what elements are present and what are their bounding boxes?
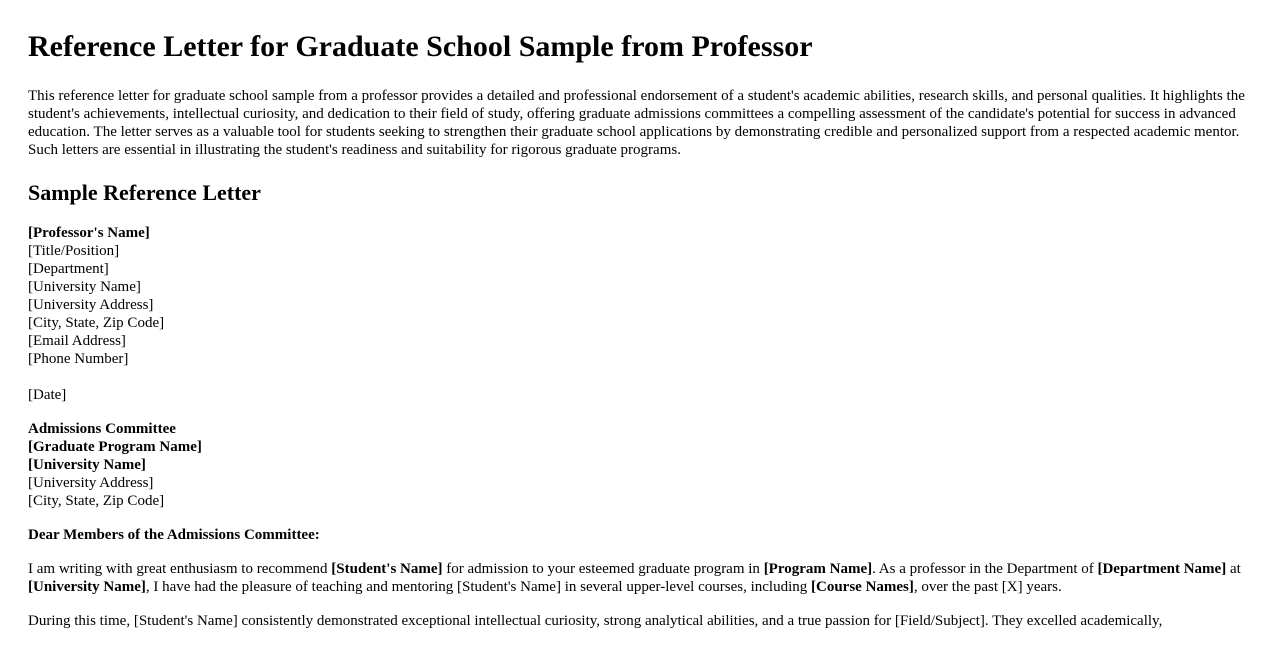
recipient-university: [University Name] — [28, 457, 146, 473]
p1-text-2: for admission to your esteemed graduate program in — [442, 561, 764, 577]
intro-paragraph: This reference letter for graduate school sample from a professor provides a detailed and professional endorsement of a student's academic abilities, research skills, and personal qualities. It highlights the student's achievements, intellectual curiosity, and dedication to their field of study, offering graduate admissions committees a compelling assessment of the candidate's potential for success in advanced education. The letter serves as a valuable tool for students seeking to strengthen their graduate school applications by demonstrating credible and personalized support from a respected academic mentor. Such letters are essential in illustrating the student's readiness and suitability for rigorous graduate programs. — [28, 88, 1245, 158]
document-page — [28, 0, 1250, 630]
recipient-program: [Graduate Program Name] — [28, 439, 202, 455]
page-title: Reference Letter for Graduate School Sample from Professor — [28, 30, 813, 63]
p1-text-1: I am writing with great enthusiasm to recommend — [28, 561, 332, 577]
sender-university: [University Name] — [28, 279, 141, 295]
sender-phone: [Phone Number] — [28, 351, 129, 367]
p1-university-name: [University Name] — [28, 579, 146, 595]
p1-course-names: [Course Names] — [811, 579, 914, 595]
letter-date: [Date] — [28, 387, 67, 403]
p1-student-name: [Student's Name] — [331, 561, 443, 577]
body-paragraph-1 — [28, 560, 1250, 596]
section-heading: Sample Reference Letter — [28, 180, 261, 205]
p1-program-name: [Program Name] — [763, 561, 873, 577]
sender-email: [Email Address] — [28, 333, 126, 349]
sender-city: [City, State, Zip Code] — [28, 315, 165, 331]
sender-name: [Professor's Name] — [28, 225, 150, 241]
sender-title: [Title/Position] — [28, 243, 120, 259]
p1-text-5: , I have had the pleasure of teaching and mentoring [Student's Name] in several upper-level courses, including — [145, 579, 811, 595]
body-paragraph-2: During this time, [Student's Name] consistently demonstrated exceptional intellectual curiosity, strong analytical abilities, and a true passion for [Field/Subject]. They excelled academically, — [28, 613, 1163, 629]
recipient-address: [University Address] — [28, 475, 154, 491]
recipient-city: [City, State, Zip Code] — [28, 493, 165, 509]
recipient-committee: Admissions Committee — [28, 421, 176, 437]
p1-text-4: at — [1226, 561, 1241, 577]
sender-address-block — [28, 224, 1250, 368]
sender-address: [University Address] — [28, 297, 154, 313]
recipient-address-block — [28, 420, 1250, 510]
salutation: Dear Members of the Admissions Committee: — [28, 527, 320, 543]
p1-text-3: . As a professor in the Department of — [872, 561, 1098, 577]
p1-text-6: , over the past [X] years. — [913, 579, 1062, 595]
sender-department: [Department] — [28, 261, 109, 277]
p1-department-name: [Department Name] — [1097, 561, 1227, 577]
